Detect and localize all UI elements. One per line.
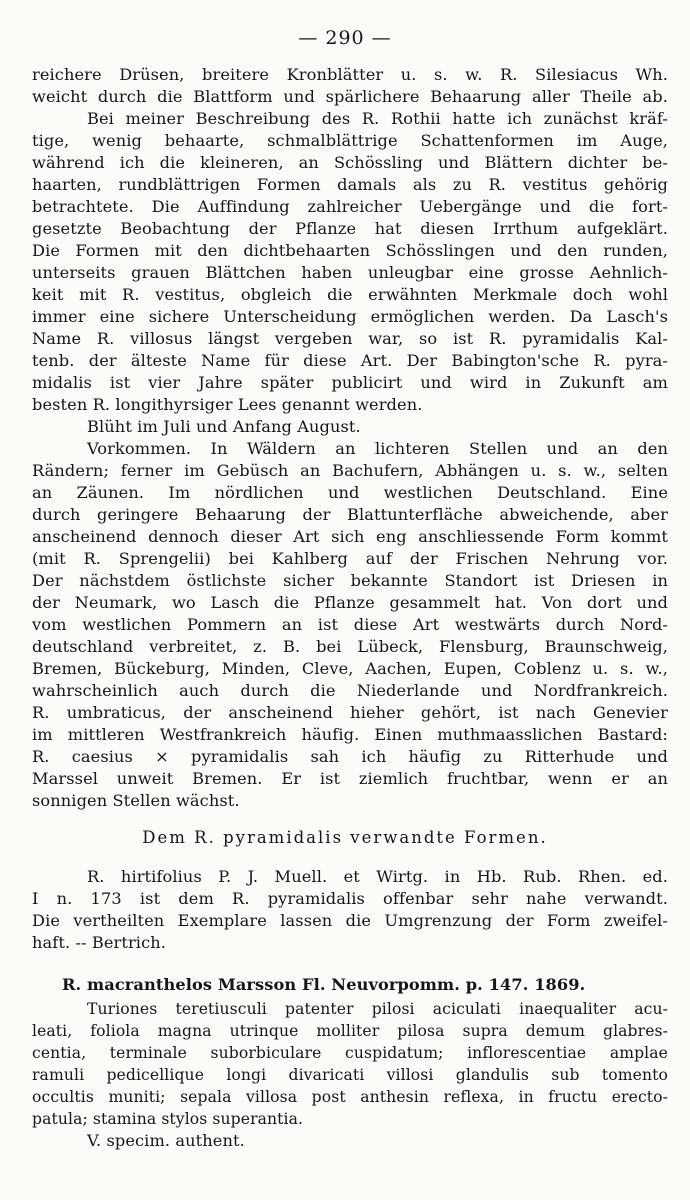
text-line: Der nächstdem östlichste sicher bekannte Standort ist Driesen in xyxy=(32,571,668,590)
text-line: wahrscheinlich auch durch die Niederlande und Nordfrankreich. xyxy=(32,681,668,700)
text-line: haft. -- Bertrich. xyxy=(32,933,167,952)
text-line: keit mit R. vestitus, obgleich die erwähnten Merkmale doch wohl xyxy=(32,285,668,304)
text-line: der Neumark, wo Lasch die Pflanze gesammelt hat. Von dort und xyxy=(32,593,668,612)
text-line: patula; stamina stylos superantia. xyxy=(32,1110,304,1128)
text-line: I n. 173 ist dem R. pyramidalis offenbar sehr nahe verwandt. xyxy=(32,889,668,908)
text-line: deutschland verbreitet, z. B. bei Lübeck, Flensburg, Braunschweig, xyxy=(32,637,668,656)
text-line: unterseits grauen Blättchen haben unleugbar eine grosse Aehnlich- xyxy=(32,263,668,282)
text-line: (mit R. Sprengelii) bei Kahlberg auf der Frischen Nehrung vor. xyxy=(32,549,668,568)
text-line: R. umbraticus, der anscheinend hieher gehört, ist nach Genevier xyxy=(32,703,668,722)
text-line: R. caesius × pyramidalis sah ich häufig zu Ritterhude und xyxy=(32,747,668,766)
text-line: im mittleren Westfrankreich häufig. Einen muthmaasslichen Bastard: xyxy=(32,725,668,744)
specimen-note: V. specim. authent. xyxy=(87,1131,245,1150)
text-line: tige, wenig behaarte, schmalblättrige Schattenformen im Auge, xyxy=(32,131,668,150)
text-line: betrachtete. Die Auffindung zahlreicher Uebergänge und die fort- xyxy=(32,197,668,216)
species-title: R. macranthelos Marsson Fl. Neuvorpomm. p. 147. 1869. xyxy=(62,975,586,994)
text-line: occultis muniti; sepala villosa post anthesin reflexa, in fructu erecto- xyxy=(32,1088,668,1106)
text-line: anscheinend dennoch dieser Art sich eng anschliessende Form kommt xyxy=(32,527,668,546)
section-heading: Dem R. pyramidalis verwandte Formen. xyxy=(142,828,548,847)
text-line: besten R. longithyrsiger Lees genannt werden. xyxy=(32,395,423,414)
text-line: an Zäunen. Im nördlichen und westlichen Deutschland. Eine xyxy=(32,483,668,502)
text-line: reichere Drüsen, breitere Kronblätter u. s. w. R. Silesiacus Wh. xyxy=(32,65,668,84)
text-line: durch geringere Behaarung der Blattunterfläche abweichende, aber xyxy=(32,505,668,524)
text-line: Rändern; ferner im Gebüsch an Bachufern, Abhängen u. s. w., selten xyxy=(32,461,668,480)
flowering-line: Blüht im Juli und Anfang August. xyxy=(87,417,361,436)
text-line: gesetzte Beobachtung der Pflanze hat diesen Irrthum aufgeklärt. xyxy=(32,219,668,238)
text-line: sonnigen Stellen wächst. xyxy=(32,791,240,810)
text-line: weicht durch die Blattform und spärlichere Behaarung aller Theile ab. xyxy=(32,87,668,106)
text-line: Bremen, Bückeburg, Minden, Cleve, Aachen, Eupen, Coblenz u. s. w., xyxy=(32,659,668,678)
text-line: leati, foliola magna utrinque molliter pilosa supra demum glabres- xyxy=(32,1022,668,1040)
text-line: Bei meiner Beschreibung des R. Rothii hatte ich zunächst kräf- xyxy=(87,109,668,128)
text-line: immer eine sichere Unterscheidung ermöglichen werden. Da Lasch's xyxy=(32,307,668,326)
text-line: Turiones teretiusculi patenter pilosi aciculati inaequaliter acu- xyxy=(87,1000,668,1018)
text-line: tenb. der älteste Name für diese Art. Der Babington'sche R. pyra- xyxy=(32,351,668,370)
text-line: während ich die kleineren, an Schössling und Blättern dichter be- xyxy=(32,153,668,172)
text-line: Marssel unweit Bremen. Er ist ziemlich fruchtbar, wenn er an xyxy=(32,769,668,788)
text-line: haarten, rundblättrigen Formen damals als zu R. vestitus gehörig xyxy=(32,175,668,194)
text-line: midalis ist vier Jahre später publicirt und wird in Zukunft am xyxy=(32,373,668,392)
text-line: Vorkommen. In Wäldern an lichteren Stellen und an den xyxy=(87,439,668,458)
text-line: R. hirtifolius P. J. Muell. et Wirtg. in Hb. Rub. Rhen. ed. xyxy=(87,867,668,886)
text-line: Die vertheilten Exemplare lassen die Umgrenzung der Form zweifel- xyxy=(32,911,668,930)
text-line: Die Formen mit den dichtbehaarten Schösslingen und den runden, xyxy=(32,241,668,260)
text-line: ramuli pedicellique longi divaricati villosi glandulis sub tomento xyxy=(32,1066,668,1084)
text-line: vom westlichen Pommern an ist diese Art westwärts durch Nord- xyxy=(32,615,668,634)
text-line: centia, terminale suborbiculare cuspidatum; inflorescentiae amplae xyxy=(32,1044,668,1062)
page-number: — 290 — xyxy=(298,27,392,49)
text-line: Name R. villosus längst vergeben war, so ist R. pyramidalis Kal- xyxy=(32,329,668,348)
